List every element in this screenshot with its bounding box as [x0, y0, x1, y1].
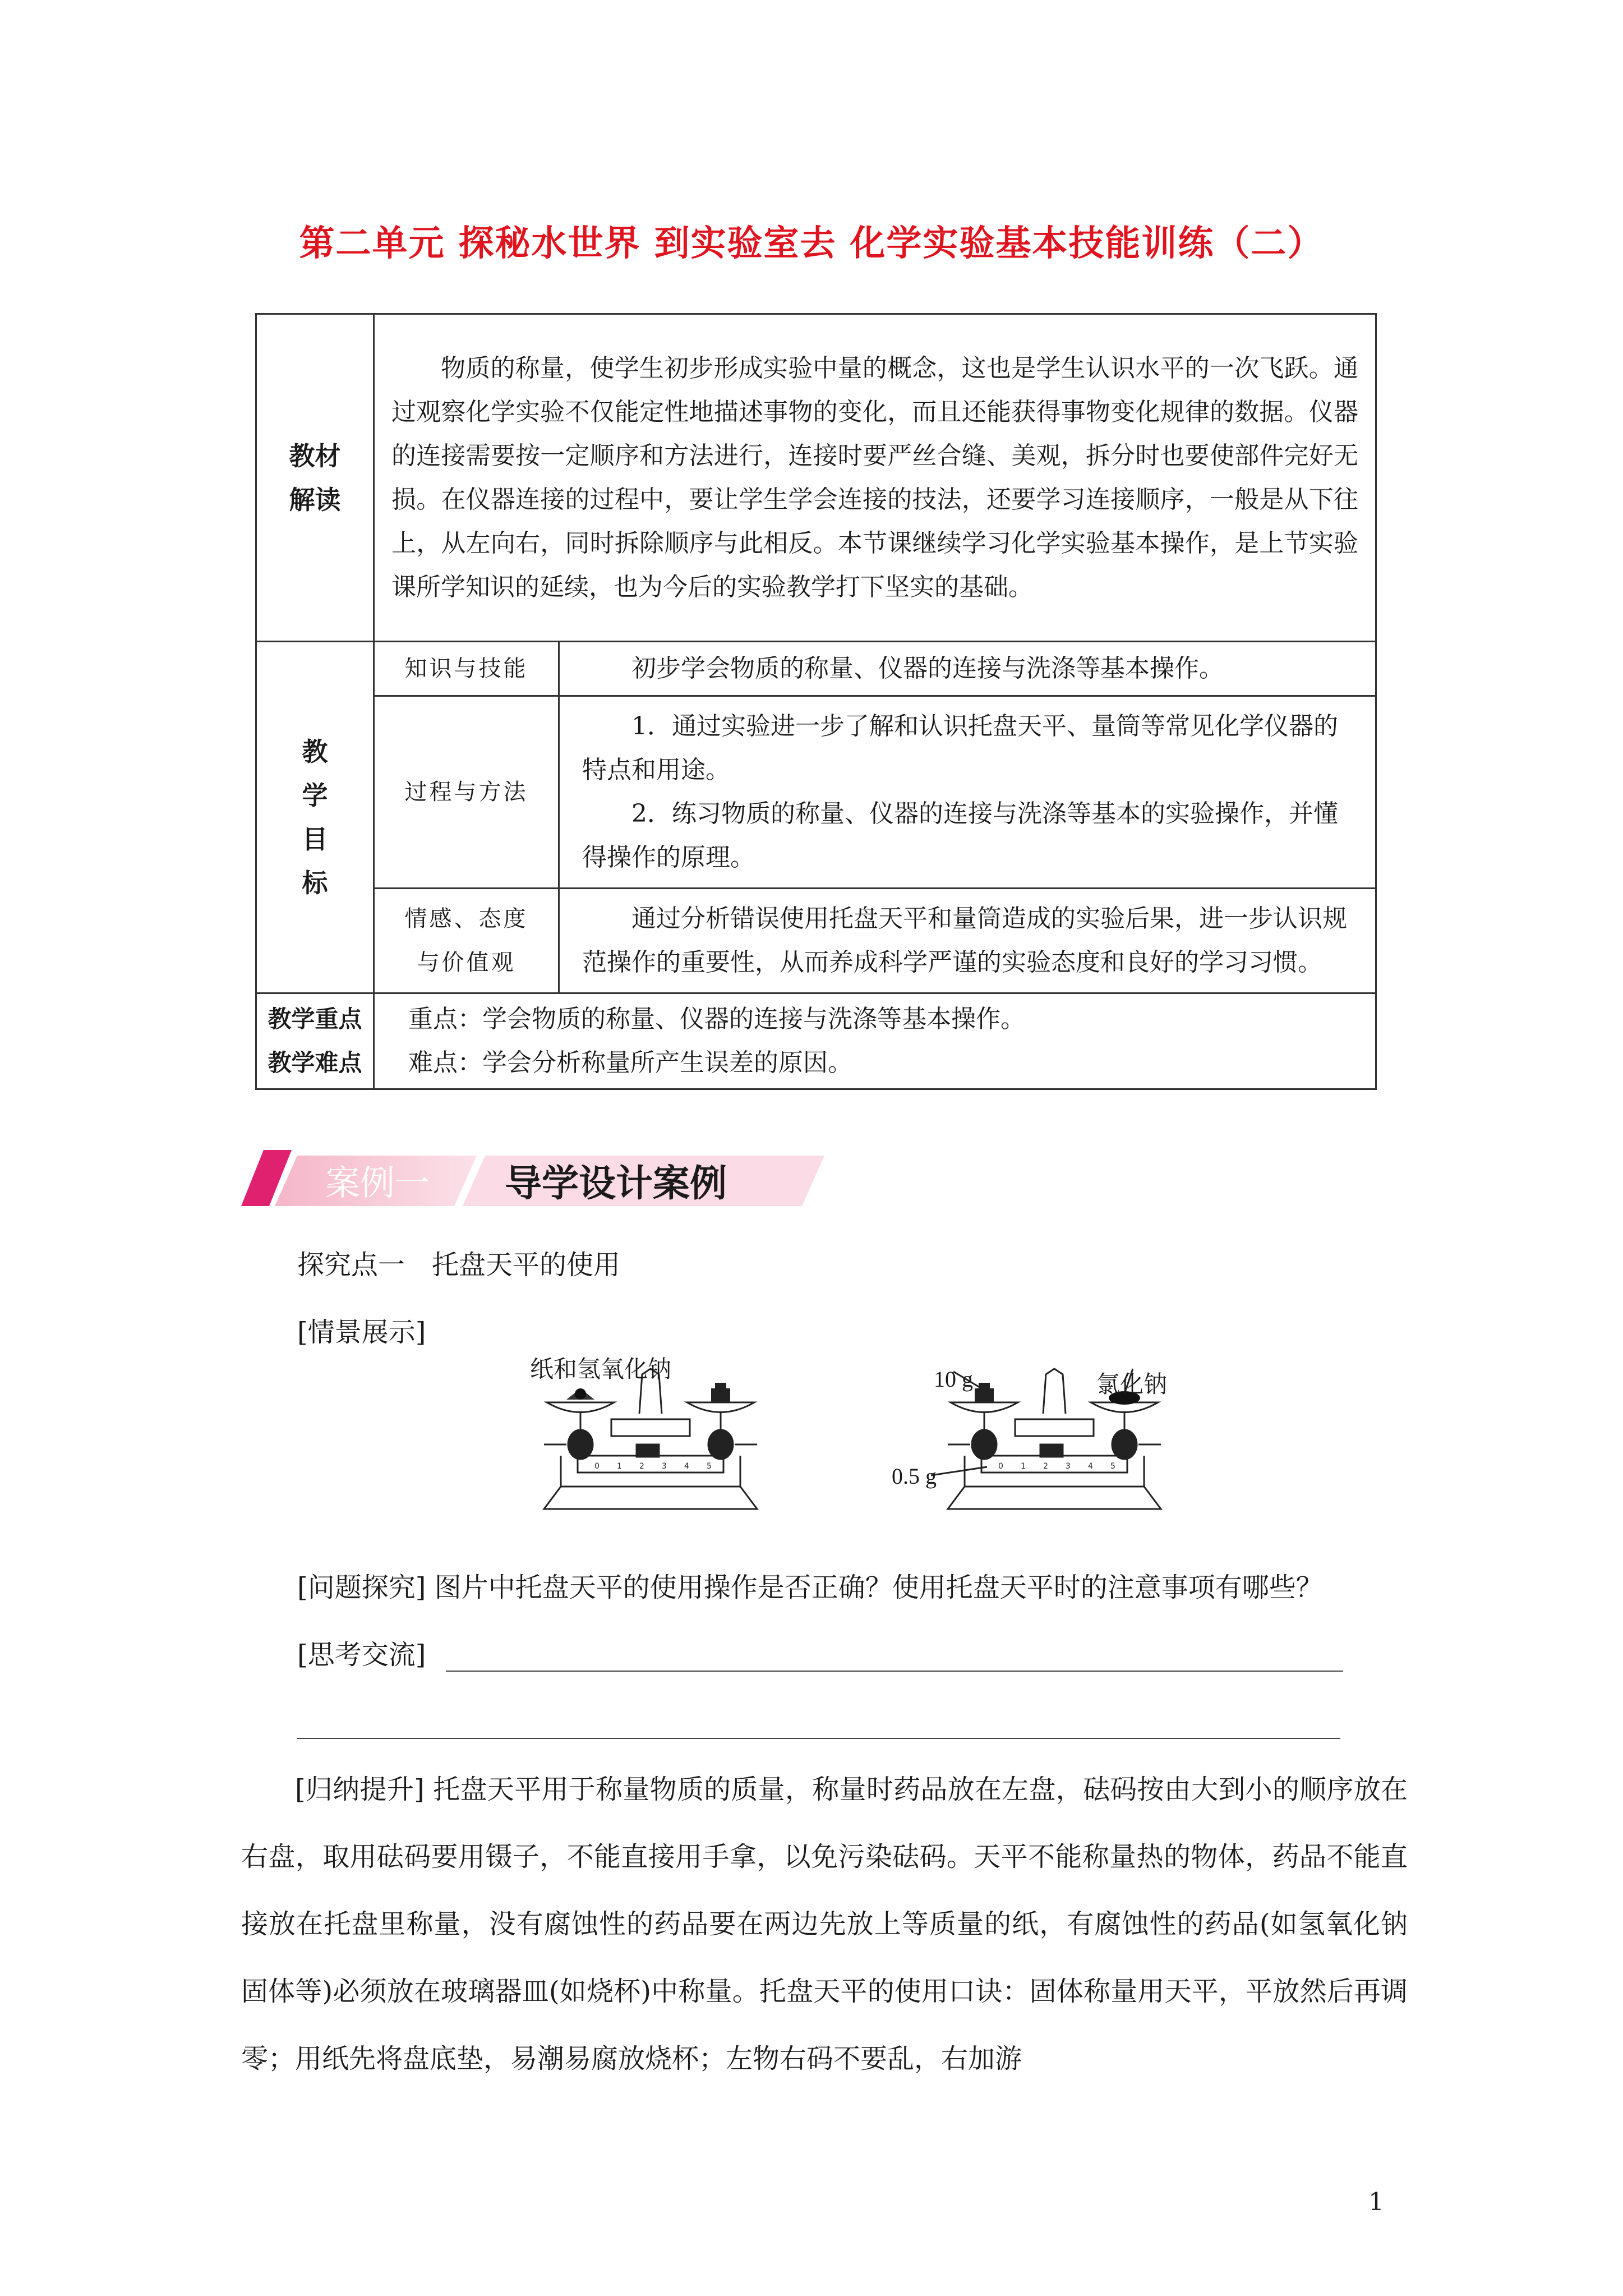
- reading-text: 物质的称量，使学生初步形成实验中量的概念，这也是学生认识水平的一次飞跃。通过观察化学实验不仅能定性地描述事物的变化，而且还能获得事物变化规律的数据。仪器的连接需要按一定顺序和方法进行，连接时要严丝合缝、美观，拆分时也要使部件完好无损。在仪器连接的过程中，要让学生学会连接的技法，还要学习连接顺序，一般是从下往上，从左向右，同时拆除顺序与此相反。本节课继续学习化学实验基本操作，是上节实验课所学知识的延续，也为今后的实验教学打下坚实的基础。: [374, 314, 1376, 642]
- answer-line[interactable]: [297, 1710, 1340, 1739]
- banner-title: 导学设计案例: [505, 1162, 727, 1205]
- balance-crossbar: [1015, 1419, 1094, 1436]
- section-body-lower: [241, 1554, 1408, 2092]
- right-pan: [687, 1402, 754, 1412]
- goal-row-process: [256, 696, 1376, 889]
- scale-tick: 4: [1088, 1462, 1093, 1471]
- rider: [637, 1444, 659, 1457]
- goal-text-attitude: [559, 889, 1376, 993]
- goal-label-char: 标: [302, 868, 328, 898]
- banner-tag: 案例一: [325, 1162, 430, 1203]
- left-figure-label: 纸和氢氧化钠: [530, 1355, 672, 1383]
- scale-tick: 0: [594, 1462, 600, 1471]
- right-knob: [708, 1430, 733, 1459]
- goal-sublabel-attitude: [374, 889, 559, 993]
- section-heading: 探究点一 托盘天平的使用: [297, 1249, 621, 1281]
- balance-base: [948, 1487, 1161, 1509]
- goal-item: 1．通过实验进一步了解和认识托盘天平、量筒等常见化学仪器的特点和用途。: [582, 712, 1338, 784]
- right-rider-label: 0.5 g: [892, 1464, 937, 1489]
- goal-row-knowledge: [256, 642, 1376, 696]
- reading-label-line: 教材: [289, 440, 341, 471]
- left-knob: [568, 1430, 593, 1459]
- weight: [975, 1388, 994, 1402]
- left-pan: [951, 1402, 1018, 1412]
- goal-text-process: [559, 696, 1376, 889]
- goal-row-attitude: [256, 889, 1376, 993]
- goal-text-knowledge: [559, 642, 1376, 696]
- goal-sublabel-line: 与价值观: [417, 950, 516, 976]
- reading-label: [256, 314, 374, 642]
- left-pan: [547, 1402, 614, 1412]
- goal-label-char: 目: [302, 824, 328, 854]
- summary-text: [归纳提升] 托盘天平用于称量物质的质量，称量时药品放在左盘，砝码按由大到小的顺序放在右盘，取用砝码要用镊子，不能直接用手拿，以免污染砝码。天平不能称量热的物体，药品不能直接放在托盘里称量，没有腐蚀性的药品要在两边先放上等质量的纸，有腐蚀性的药品(如氢氧化钠固体等)必须放在玻璃器皿(如烧杯)中称量。托盘天平的使用口诀：固体称量用天平，平放然后再调零；用纸先将盘底垫，易潮易腐放烧杯；左物右码不要乱，右加游: [241, 1774, 1408, 2074]
- balance-base: [544, 1487, 757, 1509]
- goal-sublabel-line: 情感、态度: [404, 906, 528, 932]
- weight: [711, 1388, 730, 1402]
- reading-row: [256, 314, 1376, 642]
- case-banner: [241, 1150, 830, 1212]
- scale-tick: 2: [1043, 1462, 1048, 1471]
- scale-tick: 5: [1110, 1462, 1115, 1471]
- goal-sublabel-process: 过程与方法: [374, 696, 559, 889]
- page-number: 1: [1368, 2188, 1384, 2216]
- focus-row: [256, 993, 1376, 1089]
- naoh-solid: [575, 1388, 586, 1400]
- reading-label-line: 解读: [289, 484, 341, 515]
- scale-tick: 1: [617, 1462, 622, 1471]
- scale-tick: 2: [639, 1462, 644, 1471]
- question-text: [问题探究] 图片中托盘天平的使用操作是否正确？使用托盘天平时的注意事项有哪些？: [297, 1572, 1323, 1603]
- left-knob: [972, 1430, 997, 1459]
- focus-label: [256, 993, 374, 1089]
- focus-text-line: 重点：学会物质的称量、仪器的连接与洗涤等基本操作。: [408, 1005, 1025, 1033]
- scale-tick: 3: [1066, 1462, 1071, 1471]
- scale-tick: 0: [998, 1462, 1003, 1471]
- goal-text: 初步学会物质的称量、仪器的连接与洗涤等基本操作。: [631, 654, 1224, 683]
- balance-crossbar: [611, 1419, 690, 1436]
- right-knob: [1112, 1430, 1137, 1459]
- focus-label-text: 教学重点: [268, 1005, 362, 1033]
- discussion-row: [241, 1621, 1408, 1688]
- scale-tick: 3: [662, 1462, 667, 1471]
- focus-text: [374, 993, 1376, 1089]
- right-weight-label: 10 g: [934, 1366, 973, 1392]
- lesson-info-table: [255, 313, 1377, 1090]
- difficulty-text-line: 难点：学会分析称量所产生误差的原因。: [408, 1048, 852, 1077]
- goal-label-char: 教: [302, 737, 328, 767]
- answer-line[interactable]: [446, 1642, 1343, 1672]
- goal-text: 通过分析错误使用托盘天平和量筒造成的实验后果，进一步认识规范操作的重要性，从而养成科学严谨的实验态度和良好的学习习惯。: [582, 904, 1347, 977]
- scene-label: [情景展示]: [297, 1317, 426, 1348]
- scale-tick: 1: [1021, 1462, 1026, 1471]
- goal-label: [256, 642, 374, 993]
- goal-item: 2．练习物质的称量、仪器的连接与洗涤等基本的实验操作，并懂得操作的原理。: [582, 799, 1338, 872]
- scale-tick: 4: [684, 1462, 689, 1471]
- rider-label-line: [931, 1467, 987, 1475]
- right-substance-label: 氯化钠: [1096, 1370, 1168, 1398]
- scale-beam: [981, 1456, 1127, 1473]
- page-title: 第二单元 探秘水世界 到实验室去 化学实验基本技能训练（二）: [299, 223, 1324, 264]
- rider: [1040, 1444, 1063, 1457]
- scale-beam: [578, 1456, 723, 1473]
- section-body: [241, 1231, 1408, 1366]
- goal-sublabel-knowledge: 知识与技能: [374, 642, 559, 696]
- scale-tick: 5: [707, 1462, 712, 1471]
- goal-label-char: 学: [302, 780, 328, 811]
- discussion-label: [思考交流]: [297, 1639, 426, 1671]
- difficulty-label-text: 教学难点: [268, 1049, 362, 1076]
- pointer-column: [1043, 1369, 1066, 1414]
- weight-top: [715, 1383, 726, 1389]
- weight-top: [979, 1383, 990, 1389]
- answer-line-row: [241, 1688, 1408, 1756]
